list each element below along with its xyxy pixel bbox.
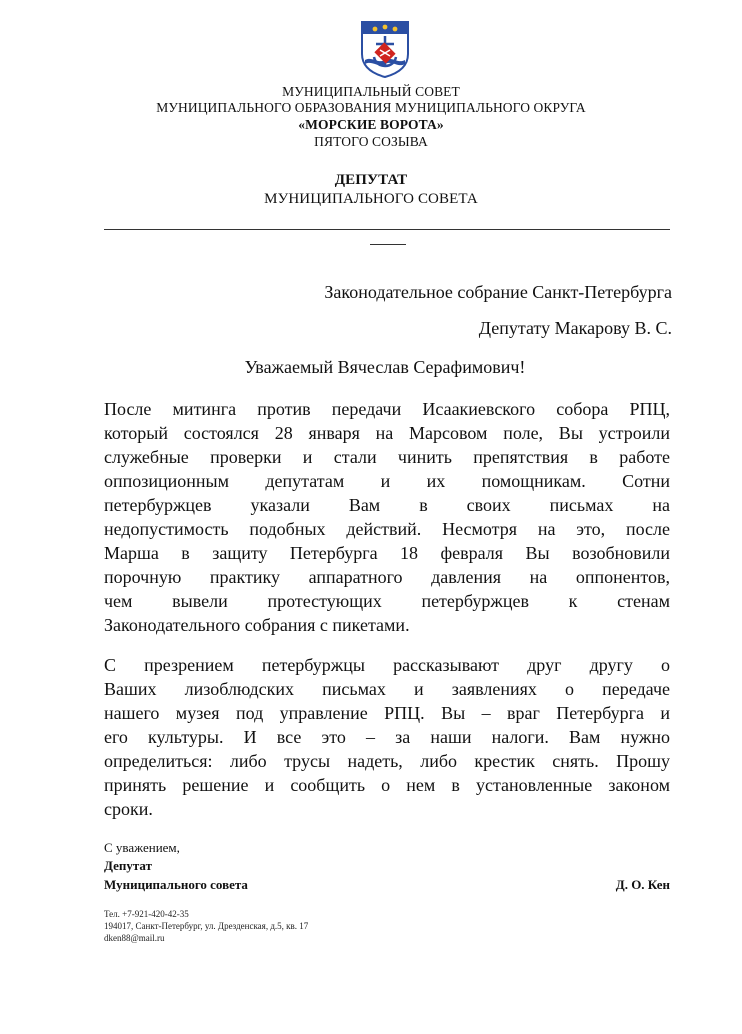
paragraph-2-line: сроки. [104, 799, 153, 819]
paragraph-1-line: петербуржцев указали Вам в своих письмах на [104, 495, 670, 515]
paragraph-2-line: нашего музея под управление РПЦ. Вы – враг Петербурга и [104, 703, 670, 723]
paragraph-2-line: его культуры. И все это – за наши налоги. Вам нужно [104, 727, 670, 747]
org-name-line-3: «МОРСКИЕ ВОРОТА» [298, 117, 444, 132]
org-name-line-2: МУНИЦИПАЛЬНОГО ОБРАЗОВАНИЯ МУНИЦИПАЛЬНОГО ОКРУГА [156, 100, 586, 115]
coat-of-arms-icon [360, 20, 410, 78]
header-divider-short [370, 244, 406, 245]
paragraph-1-line: Законодательного собрания с пикетами. [104, 615, 410, 635]
paragraph-1-line: Марша в защиту Петербурга 18 февраля Вы возобновили [104, 543, 670, 563]
paragraph-1-line: служебные проверки и стали чинить препятствия в работе [104, 447, 670, 467]
title-line-1: ДЕПУТАТ [334, 172, 408, 188]
addressee-person: Депутату Макарову В. С. [478, 318, 672, 338]
addressee-organization: Законодательное собрание Санкт-Петербурга [324, 282, 672, 302]
greeting: Уважаемый Вячеслав Серафимович! [244, 357, 526, 377]
signature-closing: С уважением, [104, 840, 180, 855]
paragraph-1-line: После митинга против передачи Исаакиевского собора РПЦ, [104, 399, 670, 419]
paragraph-1-line: порочную практику аппаратного давления на оппонентов, [104, 567, 670, 587]
org-name-line-1: МУНИЦИПАЛЬНЫЙ СОВЕТ [282, 84, 460, 99]
paragraph-1-line: недопустимость подобных действий. Несмотря на это, после [104, 519, 670, 539]
signature-role-line-2: Муниципального совета [104, 877, 248, 892]
paragraph-1-line: который состоялся 28 января на Марсовом поле, Вы устроили [104, 423, 670, 443]
paragraph-1-line: чем вывели протестующих петербуржцев к стенам [104, 591, 670, 611]
contact-address: 194017, Санкт-Петербург, ул. Дрезденская, д.5, кв. 17 [104, 921, 309, 931]
title-line-2: МУНИЦИПАЛЬНОГО СОВЕТА [264, 191, 478, 207]
org-name-line-4: ПЯТОГО СОЗЫВА [314, 134, 428, 149]
header-divider [104, 229, 670, 230]
signature-role-line-1: Депутат [104, 858, 152, 873]
paragraph-2-line: С презрением петербуржцы рассказывают друг другу о [104, 655, 670, 675]
signature-name: Д. О. Кен [615, 877, 670, 892]
contact-phone: Тел. +7-921-420-42-35 [104, 909, 189, 919]
contact-email: dken88@mail.ru [104, 933, 165, 943]
paragraph-1-line: оппозиционным депутатам и их помощникам. Сотни [104, 471, 670, 491]
paragraph-2-line: принять решение и сообщить о нем в установленные законом [104, 775, 670, 795]
paragraph-2-line: Ваших лизоблюдских письмах и заявлениях о передаче [104, 679, 670, 699]
paragraph-2-line: определиться: либо трусы надеть, либо крестик снять. Прошу [104, 751, 670, 771]
